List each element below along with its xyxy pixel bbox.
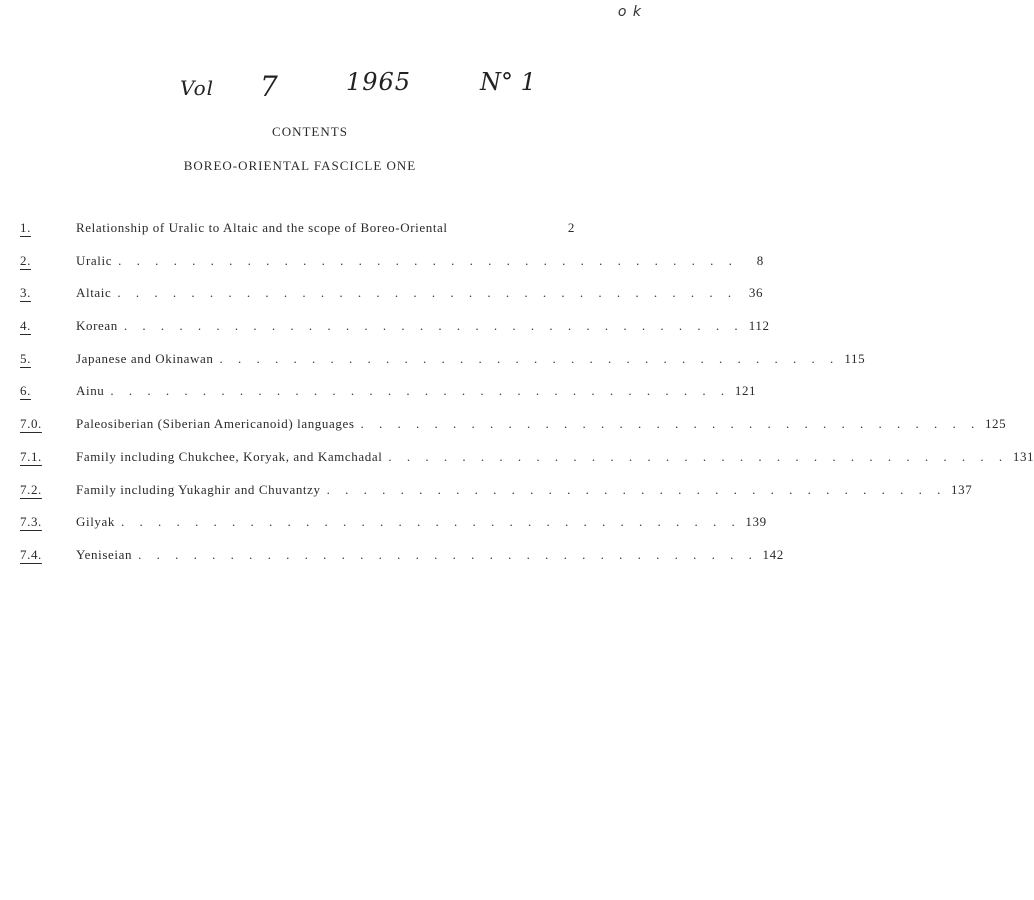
toc-row bbox=[20, 383, 757, 416]
toc-row bbox=[20, 318, 770, 351]
toc-section-title: Uralic bbox=[76, 252, 113, 268]
toc-row bbox=[20, 546, 784, 580]
toc-leader-dots: . . . . . . . . . . . . . . . . . . . . . . . . . . . . . . . . . . bbox=[118, 252, 738, 268]
toc-section-title: Altaic bbox=[76, 285, 112, 301]
toc-section-number: 2. bbox=[20, 252, 31, 268]
toc-page-number: 131 bbox=[1012, 448, 1034, 464]
toc-row bbox=[20, 350, 866, 384]
toc-page-number: 36 bbox=[748, 285, 764, 301]
toc-page-number: 125 bbox=[984, 416, 1007, 432]
toc-leader-dots: . . . . . . . . . . . . . . . . . . . . . . . . . . . . . . . . . . bbox=[219, 350, 840, 366]
handwritten-annotation bbox=[180, 62, 560, 112]
toc-section-number: 7.3. bbox=[20, 514, 42, 530]
toc-page-number: 139 bbox=[745, 514, 767, 530]
toc-leader-dots: . . . . . . . . . . . . . . . . . . . . . . . . . . . . . . . . . . bbox=[326, 481, 947, 497]
toc-section-title: Gilyak bbox=[76, 514, 115, 530]
toc-leader-dots: . . . . . . . . . . . . . . . . . . . . . . . . . . . . . . . . . . bbox=[138, 546, 758, 562]
toc-page-number: 2 bbox=[567, 220, 575, 235]
toc-section-title: Family including Yukaghir and Chuvantzy bbox=[76, 481, 321, 497]
toc-section-number: 5. bbox=[20, 350, 31, 366]
toc-section-title: Japanese and Okinawan bbox=[76, 350, 214, 366]
toc-row bbox=[20, 481, 973, 515]
toc-page-number: 137 bbox=[951, 481, 973, 497]
toc-section-title: Family including Chukchee, Koryak, and Kamchadal bbox=[76, 448, 383, 464]
toc-section-number: 3. bbox=[20, 285, 31, 301]
page-title: CONTENTS bbox=[272, 124, 348, 139]
handwritten-volume-number: 7 bbox=[260, 70, 278, 103]
toc-row bbox=[20, 220, 575, 253]
toc-row bbox=[20, 514, 767, 547]
handwritten-issue: N° 1 bbox=[480, 68, 536, 96]
toc-section-title: Yeniseian bbox=[76, 546, 133, 562]
toc-section-number: 6. bbox=[20, 383, 31, 399]
toc-section-title: Paleosiberian (Siberian Americanoid) languages bbox=[76, 416, 355, 432]
toc-section-number: 1. bbox=[20, 220, 31, 235]
toc-leader-dots: . . . . . . . . . . . . . . . . . . . . . . . . . . . . . . . . . . bbox=[110, 383, 731, 399]
corner-annotation: o k bbox=[617, 4, 642, 20]
handwritten-year: 1965 bbox=[346, 68, 412, 96]
toc-section-title: Relationship of Uralic to Altaic and the scope of Boreo-Oriental bbox=[76, 220, 448, 235]
toc-row bbox=[20, 285, 764, 318]
toc-page-number: 142 bbox=[762, 546, 784, 562]
toc-section-number: 7.0. bbox=[20, 416, 42, 432]
toc-row bbox=[20, 448, 1034, 482]
toc-row bbox=[20, 252, 764, 286]
toc-leader-dots: . . . . . . . . . . . . . . . . . . . . . . . . . . . . . . . . . . bbox=[360, 416, 981, 432]
toc-page-number: 115 bbox=[844, 350, 866, 366]
table-of-contents bbox=[20, 220, 1034, 580]
toc-page-number: 112 bbox=[748, 318, 770, 334]
page-subtitle: BOREO-ORIENTAL FASCICLE ONE bbox=[183, 158, 417, 173]
toc-page-number: 121 bbox=[734, 383, 757, 399]
toc-section-number: 7.4. bbox=[20, 546, 42, 562]
toc-leader-dots: . . . . . . . . . . . . . . . . . . . . . . . . . . . . . . . . . . bbox=[117, 285, 738, 301]
toc-section-title: Ainu bbox=[76, 383, 105, 399]
toc-leader-dots: . . . . . . . . . . . . . . . . . . . . . . . . . . . . . . . . . . bbox=[388, 448, 1009, 464]
toc-leader-dots: . . . . . . . . . . . . . . . . . . . . . . . . . . . . . . . . . . bbox=[120, 514, 741, 530]
toc-section-number: 7.2. bbox=[20, 481, 42, 497]
toc-section-number: 4. bbox=[20, 318, 31, 334]
toc-section-number: 7.1. bbox=[20, 448, 42, 464]
toc-row bbox=[20, 416, 1007, 449]
toc-section-title: Korean bbox=[76, 318, 118, 334]
toc-leader-dots: . . . . . . . . . . . . . . . . . . . . . . . . . . . . . . . . . . bbox=[123, 318, 744, 334]
handwritten-vol: Vol bbox=[180, 76, 215, 100]
toc-page-number: 8 bbox=[756, 252, 764, 268]
